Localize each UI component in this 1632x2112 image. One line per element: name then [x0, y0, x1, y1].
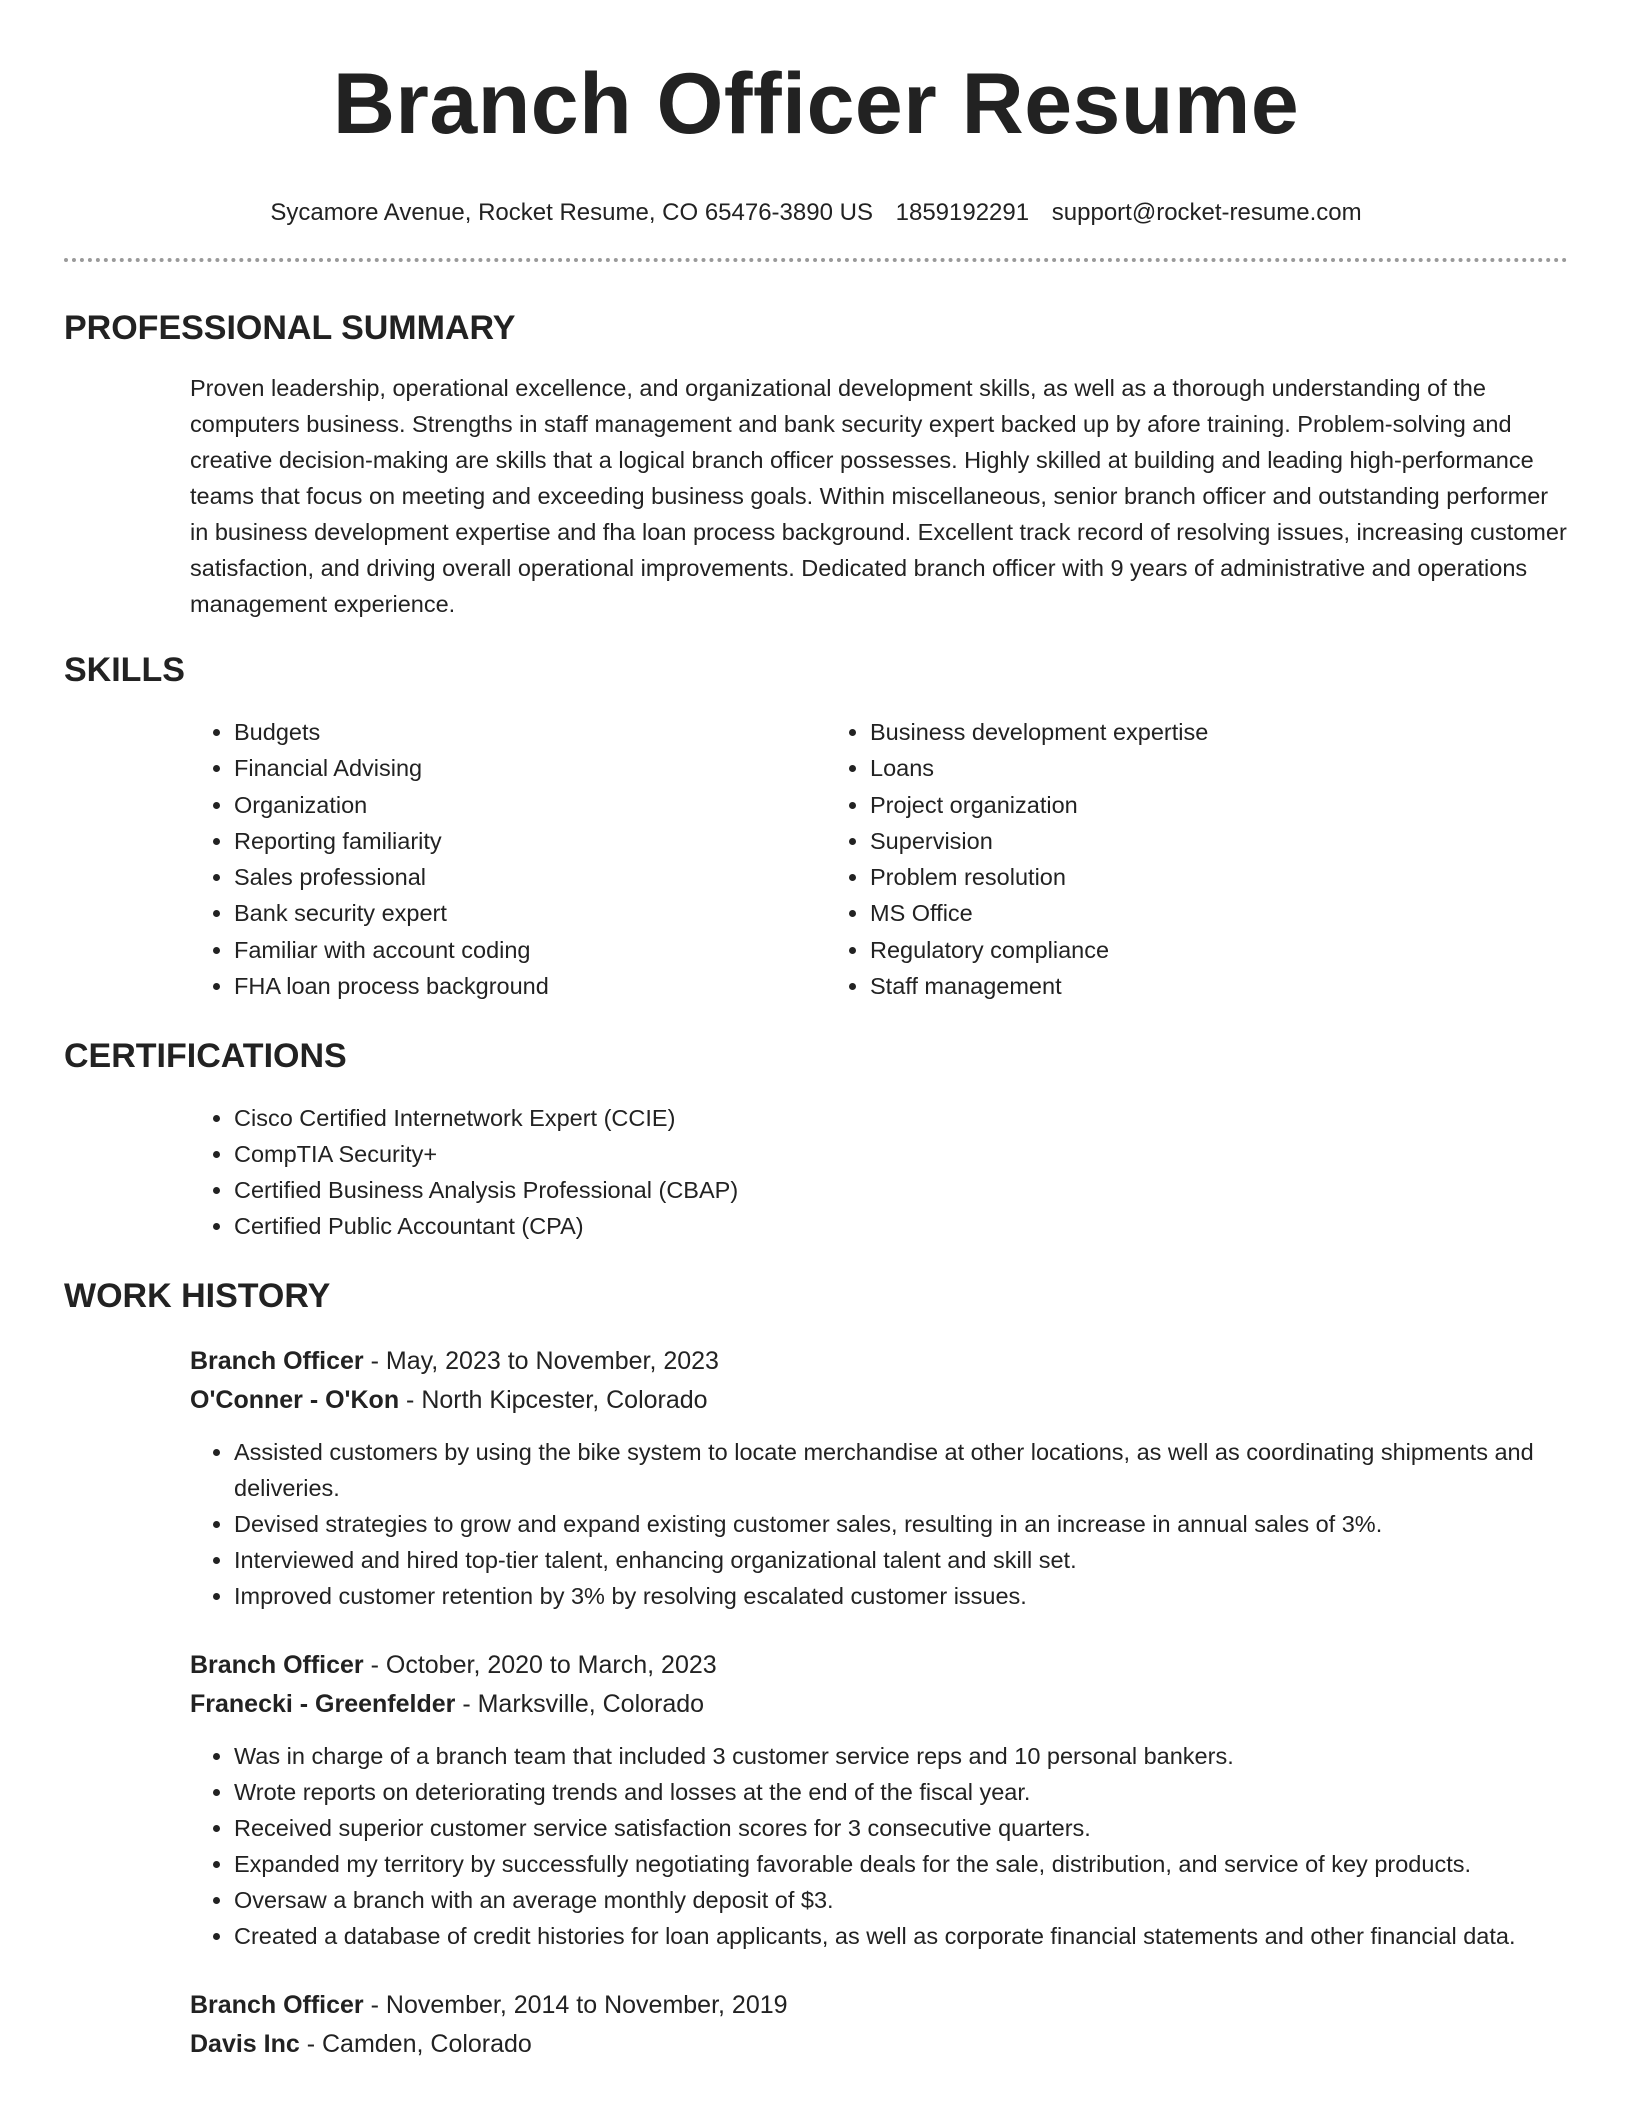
skills-left-list [190, 714, 826, 1004]
job-bullets [190, 1738, 1568, 1954]
contact-phone: 1859192291 [895, 199, 1030, 226]
skill-item: • Supervision [870, 823, 1462, 859]
work-history-heading: WORK HISTORY [64, 1277, 331, 1316]
job-dates: - November, 2014 to November, 2019 [363, 1991, 788, 2020]
skill-item: • Budgets [234, 714, 826, 750]
skills-heading: SKILLS [64, 651, 185, 689]
job-location: - Camden, Colorado [299, 2030, 532, 2059]
job-location: - North Kipcester, Colorado [399, 1386, 708, 1415]
job-dates: - May, 2023 to November, 2023 [363, 1347, 719, 1376]
skills-right-list [826, 714, 1462, 1004]
job-bullet: • Received superior customer service satisfaction scores for 3 consecutive quarters. [234, 1810, 1568, 1846]
job-bullet: • Expanded my territory by successfully negotiating favorable deals for the sale, distribution, and service of key products. [234, 1846, 1568, 1882]
skill-item: • Staff management [870, 968, 1462, 1004]
job-dates: - October, 2020 to March, 2023 [363, 1651, 717, 1680]
certifications-list [190, 1100, 1568, 1244]
job-title: Branch Officer [190, 1651, 364, 1680]
job-company-line [190, 2025, 1568, 2064]
skill-item: • Sales professional [234, 859, 826, 895]
job-title-line [190, 1986, 1568, 2025]
skill-item: • Bank security expert [234, 895, 826, 931]
job-entry [190, 1986, 1568, 2064]
job-bullet: • Devised strategies to grow and expand existing customer sales, resulting in an increase in annual sales of 3%. [234, 1506, 1568, 1542]
job-company: Davis Inc [190, 2030, 300, 2059]
job-company: Franecki - Greenfelder [190, 1690, 456, 1719]
skill-item: • Familiar with account coding [234, 932, 826, 968]
skill-item: • Loans [870, 750, 1462, 786]
resume-title: Branch Officer Resume [332, 56, 1300, 152]
certifications-heading: CERTIFICATIONS [64, 1037, 347, 1076]
summary-text: Proven leadership, operational excellence, and organizational development skills, as well as a thorough understanding of the computers business. Strengths in staff management and bank security expert backed up by afore training. Problem-solving and creative decision-making are skills that a logical branch officer possesses. Highly skilled at building and leading high-performance teams that focus on meeting and exceeding business goals. Within miscellaneous, senior branch officer and outstanding performer in business development expertise and fha loan process background. Excellent track record of resolving issues, increasing customer satisfaction, and driving overall operational improvements. Dedicated branch officer with 9 years of administrative and operations management experience. [190, 375, 1567, 617]
certification-item: • CompTIA Security+ [234, 1136, 1568, 1172]
skill-item: • Problem resolution [870, 859, 1462, 895]
skill-item: • Organization [234, 787, 826, 823]
job-title-line [190, 1646, 1568, 1685]
job-title: Branch Officer [190, 1347, 364, 1376]
skill-item: • FHA loan process background [234, 968, 826, 1004]
job-entry [190, 1342, 1568, 1614]
skill-item: • Project organization [870, 787, 1462, 823]
job-company-line [190, 1381, 1568, 1420]
header-divider [64, 258, 1568, 262]
contact-address: Sycamore Avenue, Rocket Resume, CO 65476-3890 US [270, 199, 873, 226]
job-bullets [190, 1434, 1568, 1614]
contact-email: support@rocket-resume.com [1051, 199, 1362, 226]
job-title: Branch Officer [190, 1991, 364, 2020]
job-bullet: • Oversaw a branch with an average monthly deposit of $3. [234, 1882, 1568, 1918]
job-title-line [190, 1342, 1568, 1381]
skill-item: • Reporting familiarity [234, 823, 826, 859]
job-bullet: • Assisted customers by using the bike system to locate merchandise at other locations, as well as coordinating shipments and deliveries. [234, 1434, 1568, 1506]
summary-heading: PROFESSIONAL SUMMARY [64, 309, 516, 347]
job-bullet: • Improved customer retention by 3% by resolving escalated customer issues. [234, 1578, 1568, 1614]
skill-item: • MS Office [870, 895, 1462, 931]
contact-line [64, 198, 1568, 228]
skill-item: • Business development expertise [870, 714, 1462, 750]
job-company-line [190, 1685, 1568, 1724]
job-company: O'Conner - O'Kon [190, 1386, 400, 1415]
job-bullet: • Interviewed and hired top-tier talent, enhancing organizational talent and skill set. [234, 1542, 1568, 1578]
certification-item: • Certified Public Accountant (CPA) [234, 1208, 1568, 1244]
skill-item: • Regulatory compliance [870, 932, 1462, 968]
job-entry [190, 1646, 1568, 1954]
skills-columns [190, 714, 1568, 1004]
job-bullet: • Was in charge of a branch team that included 3 customer service reps and 10 personal bankers. [234, 1738, 1568, 1774]
job-location: - Marksville, Colorado [455, 1690, 705, 1719]
job-bullet: • Wrote reports on deteriorating trends and losses at the end of the fiscal year. [234, 1774, 1568, 1810]
certification-item: • Cisco Certified Internetwork Expert (CCIE) [234, 1100, 1568, 1136]
job-bullet: • Created a database of credit histories for loan applicants, as well as corporate financial statements and other financial data. [234, 1918, 1568, 1954]
certification-item: • Certified Business Analysis Professional (CBAP) [234, 1172, 1568, 1208]
skill-item: • Financial Advising [234, 750, 826, 786]
